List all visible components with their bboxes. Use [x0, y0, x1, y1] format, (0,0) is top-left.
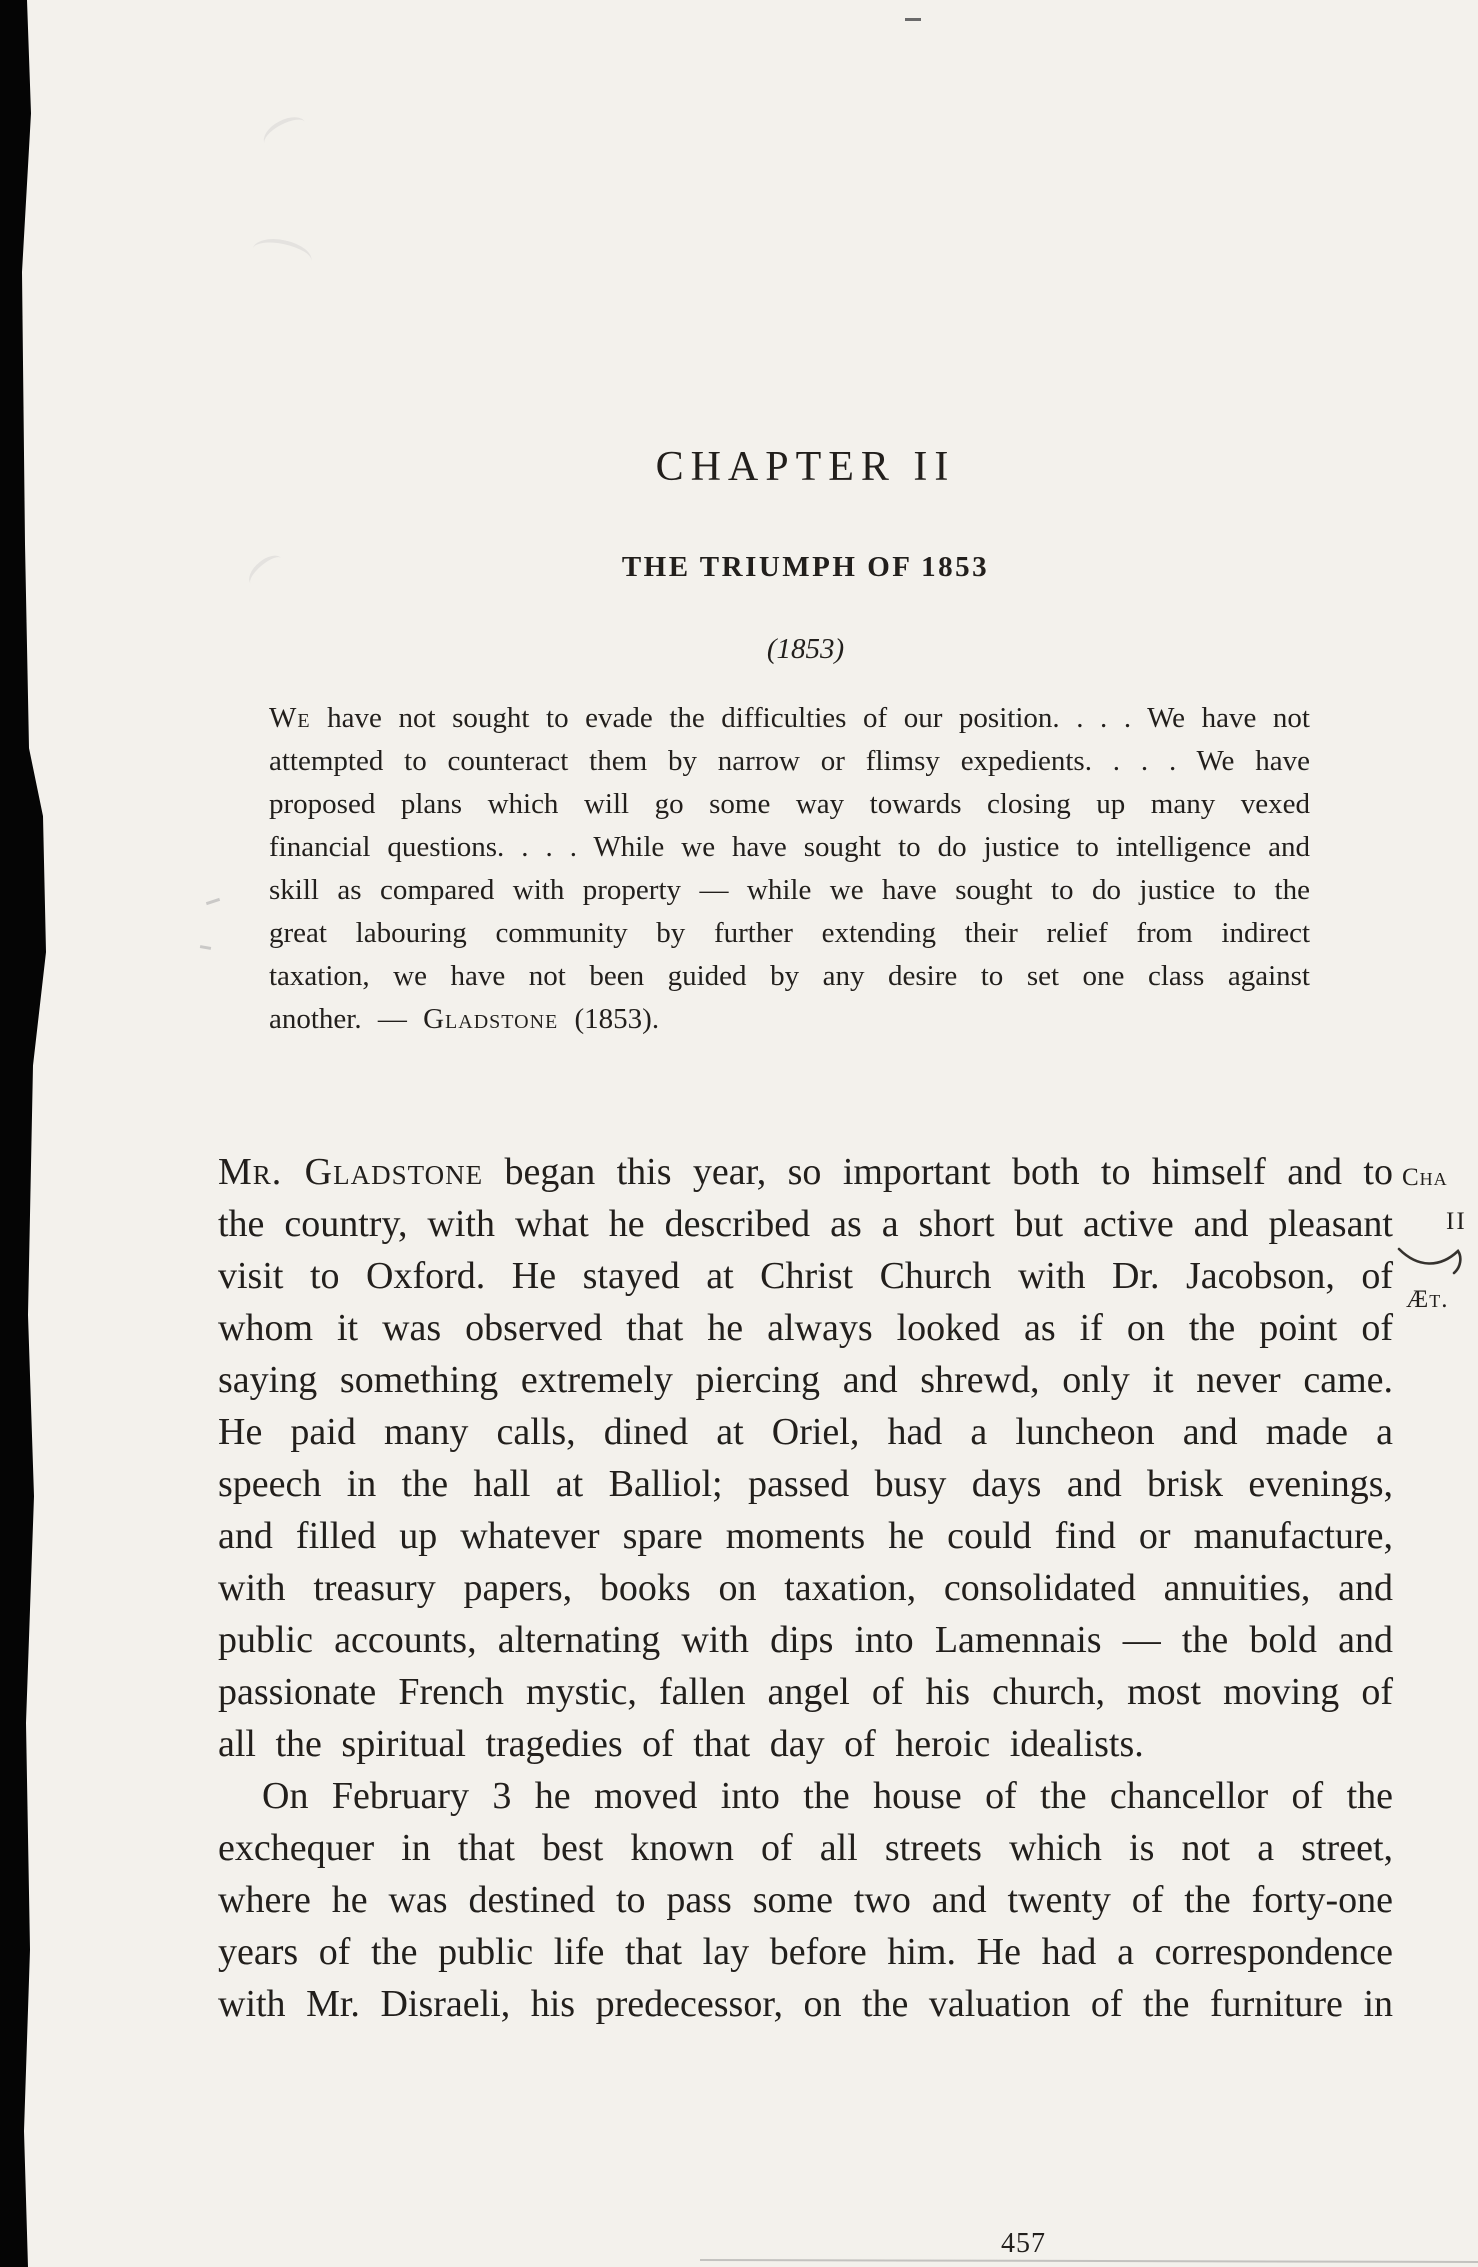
margin-note-aetatis: Æt. — [1406, 1286, 1449, 1313]
paragraph-2: On February 3 he moved into the house of the chancellor of the exchequer in that best known of all streets which is not a street, where he was destined to pass some two and twenty of the forty-one years of the public life that lay before him. He had a correspondence with Mr. Disraeli, his predecessor, on the valuation of the furniture in — [218, 1775, 1393, 2025]
page-content — [218, 0, 1393, 2267]
margin-note-chapter-numeral: II — [1446, 1208, 1467, 1235]
body-text — [218, 1146, 1393, 2030]
scan-binding-strip — [0, 0, 48, 2267]
page-number: 457 — [1001, 2228, 1046, 2259]
margin-flourish-brace — [1396, 1242, 1474, 1280]
epigraph-attribution-dash: — — [377, 1003, 424, 1035]
epigraph-attribution-name: Gladstone — [423, 1003, 559, 1035]
chapter-subtitle: THE TRIUMPH OF 1853 — [621, 551, 990, 583]
chapter-heading: CHAPTER II — [655, 444, 956, 490]
paragraph-1 — [218, 1146, 1393, 1770]
chapter-date: (1853) — [766, 633, 845, 665]
paragraph-1-lead: Mr. Gladstone — [218, 1151, 484, 1193]
epigraph-lead-word: We — [269, 702, 311, 734]
epigraph-body-text: have not sought to evade the difficulties of our position. . . . We have not attempted to counteract them by narrow or flimsy expedients. . . . We have proposed plans which will go some way towards closing up many vexed financial questions. . . . While we have sought to do justice to intelligence and skill as compared with property — while we have sought to do justice to the great labouring community by further extending their relief from indirect taxation, we have not been guided by any desire to set one class against another. — [269, 702, 1310, 1035]
epigraph-attribution-year: (1853). — [558, 1003, 660, 1035]
margin-note-chapter-label: Cha — [1402, 1164, 1448, 1191]
epigraph-quote — [269, 697, 1310, 1041]
paragraph-1-body: began this year, so important both to himself and to the country, with what he described as a short but active and pleasant visit to Oxford. He stayed at Christ Church with Dr. Jacobson, of whom it was observed that he always looked as if on the point of saying something extremely piercing and shrewd, only it never came. He paid many calls, dined at Oriel, had a luncheon and made a speech in the hall at Balliol; passed busy days and brisk evenings, and filled up whatever spare moments he could find or manufacture, with treasury papers, books on taxation, consolidated annuities, and public accounts, alternating with dips into Lamennais — the bold and passionate French mystic, fallen angel of his church, most moving of all the spiritual tragedies of that day of heroic idealists. — [218, 1151, 1393, 1765]
scan-tick-mark — [200, 945, 211, 950]
